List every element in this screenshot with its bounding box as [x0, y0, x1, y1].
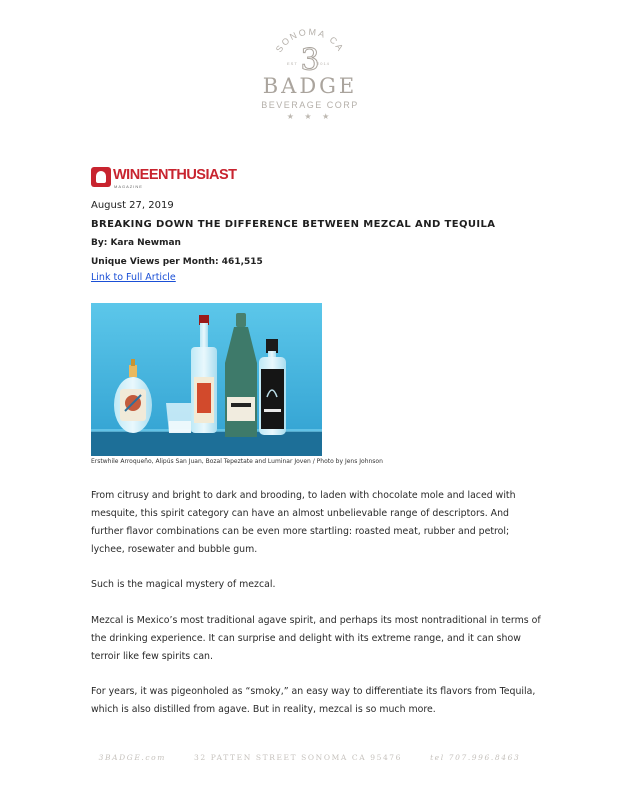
article-headline: BREAKING DOWN THE DIFFERENCE BETWEEN MEZCAL AND TEQUILA [91, 219, 496, 230]
publication-logo [91, 164, 237, 192]
logo-arc-text: SONOMA CA [273, 26, 347, 55]
article-paragraph: Mezcal is Mexico’s most traditional agave spirit, and perhaps its most nontraditional in terms of the drinking experience. It can surprise and delight with its extreme range, and it can show terroir like few spirits can. [91, 615, 541, 662]
article-byline: By: Kara Newman [91, 238, 181, 248]
footer-address: 32 PATTEN STREET SONOMA CA 95476 [194, 753, 403, 762]
logo-est-right: 2014 [317, 61, 330, 66]
company-logo [249, 24, 371, 128]
publication-logo-text: WINEENTHUSIAST [113, 167, 237, 183]
footer-phone: tel 707.996.8463 [430, 753, 521, 762]
full-article-link[interactable]: Link to Full Article [91, 272, 176, 283]
logo-est-left: EST [287, 61, 298, 66]
photo-caption: Erstwhile Arroqueño, Alipús San Juan, Bozal Tepeztate and Luminar Joven / Photo by Jens Johnson [91, 458, 383, 465]
article-photo [91, 303, 322, 456]
tasting-glass [166, 403, 194, 433]
footer-website: 3BADGE.com [98, 753, 166, 762]
logo-subline: BEVERAGE CORP [261, 100, 359, 110]
article-paragraph: For years, it was pigeonholed as “smoky,” an easy way to differentiate its flavors from Tequila, which is also distilled from agave. But in reality, mezcal is so much more. [91, 686, 536, 715]
article-paragraph: From citrusy and bright to dark and brooding, to laden with chocolate mole and laced with mesquite, this spirit category can have an almost unbelievable range of descriptors. And further flavor combinations can be even more startling: roasted meat, rubber and petrol; lychee, rosewater and bubble gum. [91, 490, 516, 555]
article-date: August 27, 2019 [91, 200, 174, 211]
article-paragraph: Such is the magical mystery of mezcal. [91, 579, 276, 590]
publication-logo-subtext: MAGAZINE [114, 184, 143, 189]
publication-logo-icon [91, 167, 111, 187]
letterhead-footer [0, 753, 619, 762]
logo-brand-name: BADGE [262, 74, 358, 98]
logo-numeral: 3 [300, 43, 320, 78]
logo-stars: ★ ★ ★ [286, 112, 334, 121]
article-views: Unique Views per Month: 461,515 [91, 257, 263, 267]
